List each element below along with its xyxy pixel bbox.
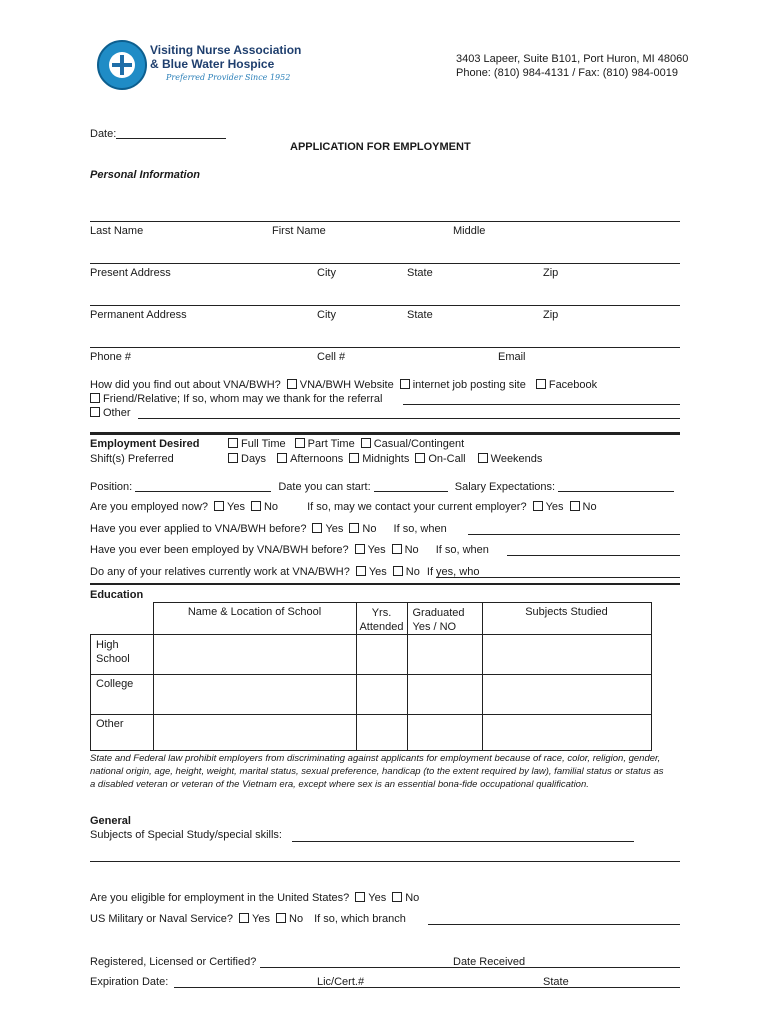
midnights-label: Midnights [362, 453, 410, 465]
employed-now-row [90, 501, 597, 513]
col-years-line2: Attended [359, 621, 404, 633]
row-other-label: Other [91, 715, 154, 751]
present-zip-label: Zip [543, 267, 559, 279]
job-site-checkbox[interactable] [400, 379, 410, 389]
found-question: How did you find out about VNA/BWH? [90, 379, 281, 391]
other-line[interactable] [138, 418, 680, 419]
applied-before-label: Have you ever applied to VNA/BWH before? [90, 523, 307, 535]
military-no-checkbox[interactable] [276, 913, 286, 923]
last-name-label: Last Name [90, 225, 144, 237]
part-time-checkbox[interactable] [295, 438, 305, 448]
general-heading: General [90, 815, 131, 827]
relatives-no-checkbox[interactable] [393, 566, 403, 576]
table-row [91, 675, 652, 715]
first-name-label: First Name [272, 225, 326, 237]
cell-label: Cell # [317, 351, 346, 363]
eeo-disclaimer: State and Federal law prohibit employers from discriminating against applicants for employment because of race, color, religion, gender, national origin, age, height, weight, marital status, sexual preference, handicap (to the extent required by law), familial status or status as a disabled veteran or veteran of the Vietnam era, except where sex is an essential bona-fide occupational qualification. [90, 753, 664, 790]
high-school-name-cell[interactable] [153, 635, 356, 675]
employed-yes-label: Yes [227, 501, 245, 513]
present-city-label: City [317, 267, 336, 279]
referral-row [90, 393, 382, 405]
other-years-cell[interactable] [356, 715, 407, 751]
employed-when-line[interactable] [507, 555, 680, 556]
relatives-yes-checkbox[interactable] [356, 566, 366, 576]
org-seal-logo [97, 40, 147, 90]
form-title: APPLICATION FOR EMPLOYMENT [290, 141, 471, 153]
name-line[interactable] [90, 221, 680, 222]
org-name-line1: Visiting Nurse Association [150, 43, 302, 57]
org-name-line2: & Blue Water Hospice [150, 57, 275, 71]
weekends-checkbox[interactable] [478, 453, 488, 463]
applied-yes-checkbox[interactable] [312, 523, 322, 533]
college-years-cell[interactable] [356, 675, 407, 715]
expiration-line[interactable] [174, 987, 680, 988]
start-date-label: Date you can start: [278, 481, 371, 493]
employed-before-yes-checkbox[interactable] [355, 544, 365, 554]
email-label: Email [498, 351, 526, 363]
other-label: Other [103, 407, 131, 419]
weekends-label: Weekends [490, 453, 543, 465]
casual-checkbox[interactable] [361, 438, 371, 448]
education-table [90, 602, 652, 751]
org-address: 3403 Lapeer, Suite B101, Port Huron, MI 48060 [456, 53, 689, 65]
permanent-address-label: Permanent Address [90, 309, 187, 321]
col-graduated-header [407, 603, 482, 635]
col-school-header: Name & Location of School [153, 603, 356, 635]
date-label: Date: [90, 128, 117, 140]
employed-now-label: Are you employed now? [90, 501, 209, 513]
eligible-row [90, 892, 419, 904]
other-row [90, 407, 131, 419]
midnights-checkbox[interactable] [349, 453, 359, 463]
full-time-label: Full Time [241, 438, 286, 450]
contact-no-checkbox[interactable] [570, 501, 580, 511]
relatives-yes-label: Yes [368, 566, 387, 578]
contact-yes-checkbox[interactable] [533, 501, 543, 511]
eligible-label: Are you eligible for employment in the United States? [90, 892, 350, 904]
contact-no-label: No [582, 501, 597, 513]
licensed-label: Registered, Licensed or Certified? [90, 956, 257, 968]
present-address-line[interactable] [90, 263, 680, 264]
military-label: US Military or Naval Service? [90, 913, 234, 925]
applied-before-row [90, 523, 447, 535]
lic-state-label: State [543, 976, 569, 988]
employed-before-no-checkbox[interactable] [392, 544, 402, 554]
eligible-no-checkbox[interactable] [392, 892, 402, 902]
high-school-grad-cell[interactable] [407, 635, 482, 675]
contact-employer-label: If so, may we contact your current employer? [307, 501, 527, 513]
military-yes-checkbox[interactable] [239, 913, 249, 923]
salary-label: Salary Expectations: [454, 481, 556, 493]
expiration-label: Expiration Date: [90, 976, 169, 988]
relatives-no-label: No [405, 566, 420, 578]
military-no-label: No [289, 913, 304, 925]
position-row [90, 480, 674, 493]
eligible-yes-label: Yes [368, 892, 387, 904]
days-checkbox[interactable] [228, 453, 238, 463]
special-skills-label: Subjects of Special Study/special skills: [90, 829, 282, 841]
table-row [91, 635, 652, 675]
permanent-city-label: City [317, 309, 336, 321]
casual-label: Casual/Contingent [373, 438, 465, 450]
present-state-label: State [407, 267, 433, 279]
permanent-state-label: State [407, 309, 433, 321]
employed-before-yes-label: Yes [367, 544, 386, 556]
position-label: Position: [90, 481, 133, 493]
lic-cert-label: Lic/Cert.# [317, 976, 365, 988]
date-received-label: Date Received [453, 956, 526, 968]
referral-checkbox[interactable] [90, 393, 100, 403]
section-divider [90, 432, 680, 435]
other-grad-cell[interactable] [407, 715, 482, 751]
permanent-address-line[interactable] [90, 305, 680, 306]
relatives-who-line[interactable] [436, 577, 680, 578]
personal-info-heading: Personal Information [90, 169, 201, 181]
other-name-cell[interactable] [153, 715, 356, 751]
applied-when-line[interactable] [468, 534, 680, 535]
shift-preferred-label: Shift(s) Preferred [90, 453, 174, 465]
full-time-checkbox[interactable] [228, 438, 238, 448]
employed-when-label: If so, when [435, 544, 489, 556]
facebook-label: Facebook [548, 379, 598, 391]
relatives-row [90, 566, 479, 578]
job-site-label: internet job posting site [412, 379, 526, 391]
college-name-cell[interactable] [153, 675, 356, 715]
high-school-subjects-cell[interactable] [482, 635, 651, 675]
afternoons-label: Afternoons [290, 453, 344, 465]
website-checkbox[interactable] [287, 379, 297, 389]
col-grad-line1: Graduated [412, 607, 465, 619]
branch-label: If so, which branch [314, 913, 406, 925]
position-field[interactable] [135, 480, 271, 492]
afternoons-checkbox[interactable] [277, 453, 287, 463]
start-date-field[interactable] [374, 480, 448, 492]
employed-yes-checkbox[interactable] [214, 501, 224, 511]
salary-field[interactable] [558, 480, 674, 492]
org-tagline: Preferred Provider Since 1952 [166, 73, 291, 82]
table-row [91, 715, 652, 751]
applied-yes-label: Yes [325, 523, 344, 535]
col-years-line1: Yrs. [371, 607, 392, 619]
website-label: VNA/BWH Website [299, 379, 394, 391]
employed-before-row [90, 544, 489, 556]
phone-line[interactable] [90, 347, 680, 348]
org-phone-fax: Phone: (810) 984-4131 / Fax: (810) 984-0019 [456, 67, 678, 79]
col-subjects-header: Subjects Studied [482, 603, 651, 635]
college-grad-cell[interactable] [407, 675, 482, 715]
row-high-line2: School [96, 653, 130, 665]
referral-label: Friend/Relative; If so, whom may we thank for the referral [103, 393, 383, 405]
other-checkbox[interactable] [90, 407, 100, 417]
oncall-label: On-Call [428, 453, 466, 465]
row-college-label: College [91, 675, 154, 715]
college-subjects-cell[interactable] [482, 675, 651, 715]
col-years-header [356, 603, 407, 635]
employed-before-label: Have you ever been employed by VNA/BWH before? [90, 544, 349, 556]
applied-no-label: No [362, 523, 377, 535]
applied-no-checkbox[interactable] [349, 523, 359, 533]
permanent-zip-label: Zip [543, 309, 559, 321]
other-subjects-cell[interactable] [482, 715, 651, 751]
employed-before-no-label: No [404, 544, 419, 556]
found-question-row [90, 379, 597, 391]
oncall-checkbox[interactable] [415, 453, 425, 463]
phone-label: Phone # [90, 351, 131, 363]
special-skills-line-2[interactable] [90, 861, 680, 862]
part-time-label: Part Time [307, 438, 355, 450]
date-field[interactable] [90, 127, 226, 140]
high-school-years-cell[interactable] [356, 635, 407, 675]
special-skills-line[interactable] [292, 841, 634, 842]
military-row [90, 913, 406, 925]
education-divider [90, 583, 680, 585]
relatives-who-label: If yes, who [426, 566, 480, 578]
present-address-label: Present Address [90, 267, 171, 279]
employment-desired-label: Employment Desired [90, 438, 200, 450]
eligible-no-label: No [405, 892, 420, 904]
eligible-yes-checkbox[interactable] [355, 892, 365, 902]
education-heading: Education [90, 589, 144, 601]
employed-no-label: No [263, 501, 279, 513]
row-high-line1: High [96, 639, 119, 651]
relatives-label: Do any of your relatives currently work at VNA/BWH? [90, 566, 350, 578]
middle-name-label: Middle [453, 225, 486, 237]
contact-yes-label: Yes [545, 501, 564, 513]
facebook-checkbox[interactable] [536, 379, 546, 389]
days-label: Days [241, 453, 267, 465]
referral-line[interactable] [403, 404, 680, 405]
row-high-school-label [91, 635, 154, 675]
shift-row [222, 453, 542, 465]
branch-line[interactable] [428, 924, 680, 925]
military-yes-label: Yes [252, 913, 270, 925]
employment-type-row [222, 438, 464, 450]
applied-when-label: If so, when [393, 523, 447, 535]
employed-no-checkbox[interactable] [251, 501, 261, 511]
col-grad-line2: Yes / NO [412, 621, 457, 633]
